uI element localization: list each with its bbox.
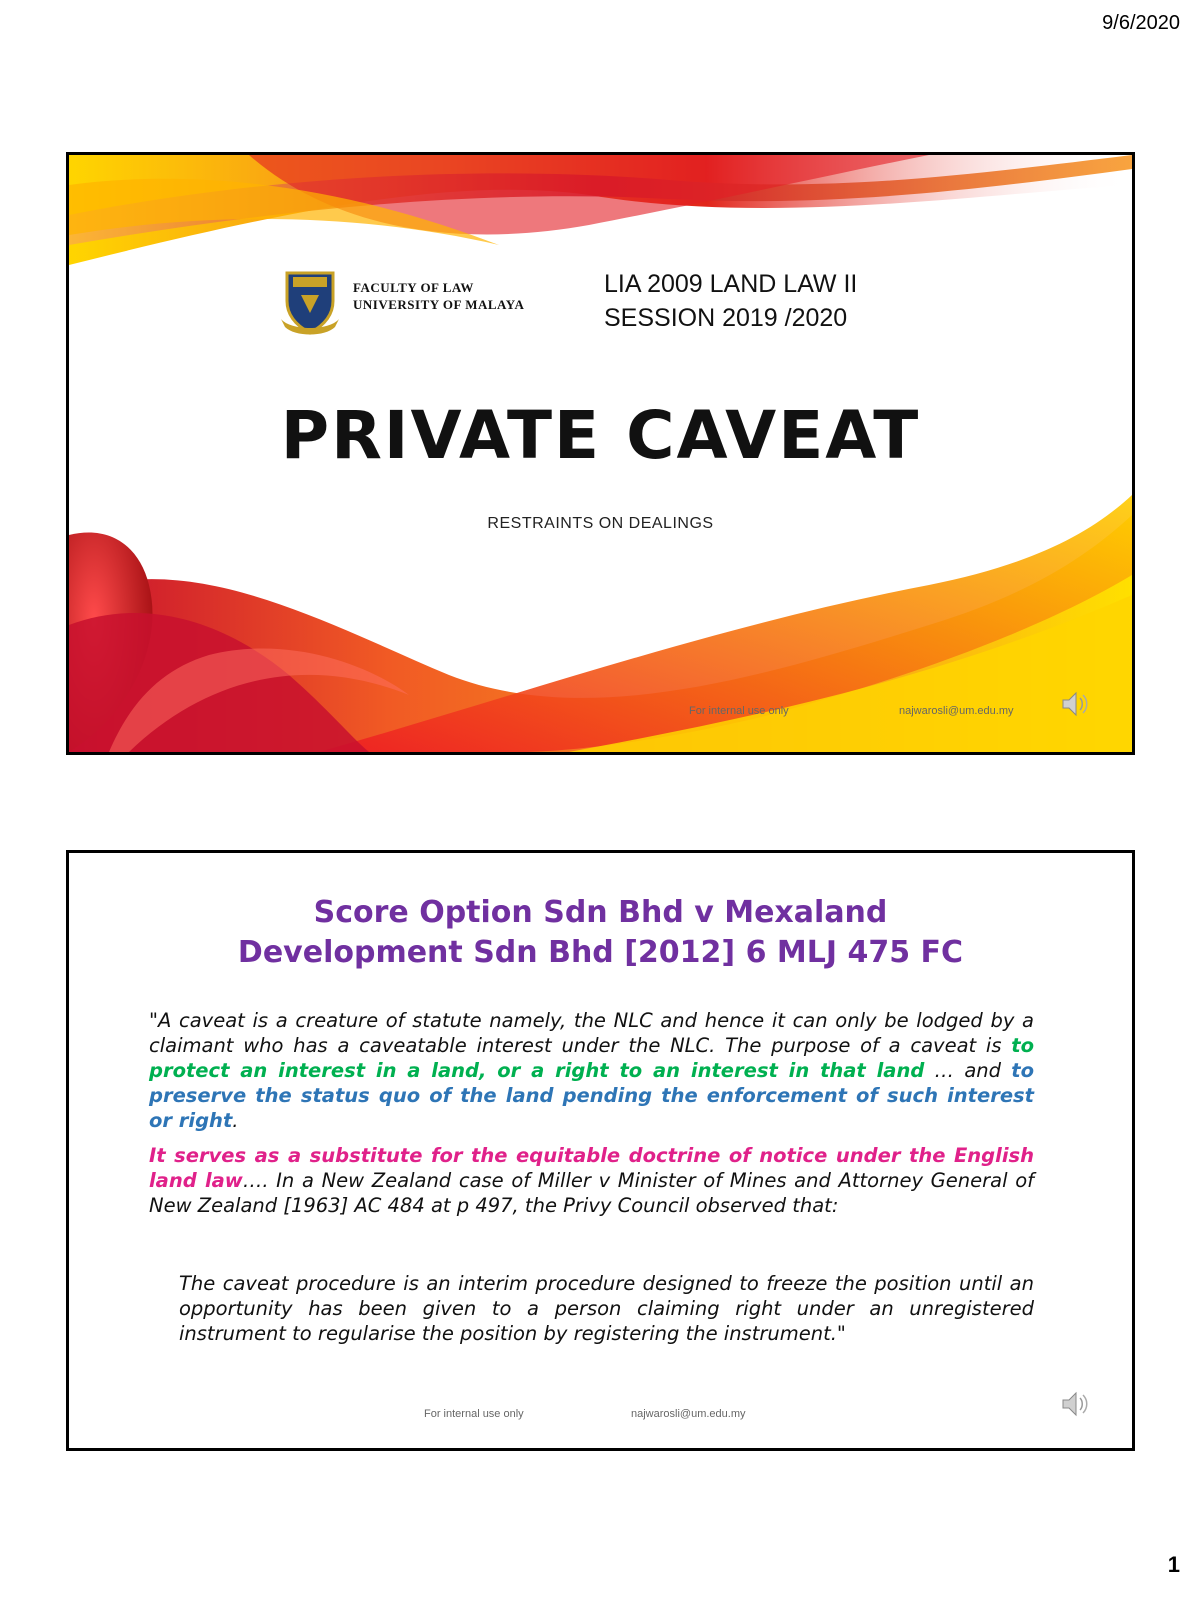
slide-case xyxy=(66,850,1135,1451)
quote-paragraph-1 xyxy=(149,1008,1034,1133)
course-code: LIA 2009 LAND LAW II xyxy=(604,270,858,298)
speaker-icon[interactable] xyxy=(1059,687,1093,721)
course-session: SESSION 2019 /2020 xyxy=(604,304,848,332)
faculty-name: FACULTY OF LAW xyxy=(353,280,474,295)
quote-text: …. In a New Zealand case of Miller v Minister of Mines and Attorney General of New Zealand [1963] AC 484 at p 497, the Privy Council observed that: xyxy=(149,1169,1034,1217)
slide-subtitle: RESTRAINTS ON DEALINGS xyxy=(487,515,714,532)
privy-council-quote: The caveat procedure is an interim procedure designed to freeze the position until an opportunity has been given to a person claiming right under an unregistered instrument to regularise the position by registering the instrument." xyxy=(179,1272,1034,1345)
quote-text: "A caveat is a creature of statute namely, the NLC and hence it can only be lodged by a claimant who has a caveatable interest under the NLC. The purpose of a caveat is xyxy=(149,1009,1034,1057)
course-info xyxy=(604,267,857,335)
page-date: 9/6/2020 xyxy=(1102,12,1180,34)
university-name: UNIVERSITY OF MALAYA xyxy=(353,297,525,312)
case-title-line1: Score Option Sdn Bhd v Mexaland xyxy=(313,895,888,930)
footer-email: najwarosli@um.edu.my xyxy=(631,1408,746,1420)
highlight-blue: to preserve the status quo of the land pending the enforcement of such interest or right xyxy=(149,1059,1034,1132)
slide-title-text: PRIVATE CAVEAT xyxy=(280,397,921,474)
faculty-logo xyxy=(279,267,539,337)
footer-internal-use: For internal use only xyxy=(424,1408,524,1420)
speaker-icon[interactable] xyxy=(1059,1387,1093,1421)
quote-text: . xyxy=(232,1109,239,1132)
case-title xyxy=(69,893,1132,973)
faculty-text xyxy=(353,279,524,313)
highlight-green: to protect an interest in a land, or a right to an interest in that land xyxy=(149,1034,1034,1082)
page-number: 1 xyxy=(1167,1552,1180,1577)
quote-paragraph-2 xyxy=(149,1143,1034,1218)
quote-text: … and xyxy=(924,1059,1012,1082)
highlight-magenta: It serves as a substitute for the equitable doctrine of notice under the English land law xyxy=(149,1144,1034,1192)
footer-email: najwarosli@um.edu.my xyxy=(899,705,1014,717)
slide-title xyxy=(66,152,1135,755)
case-title-line2: Development Sdn Bhd [2012] 6 MLJ 475 FC xyxy=(237,935,964,970)
footer-internal-use: For internal use only xyxy=(689,705,789,717)
case-quote xyxy=(149,1008,1034,1228)
university-crest-icon xyxy=(279,267,341,339)
